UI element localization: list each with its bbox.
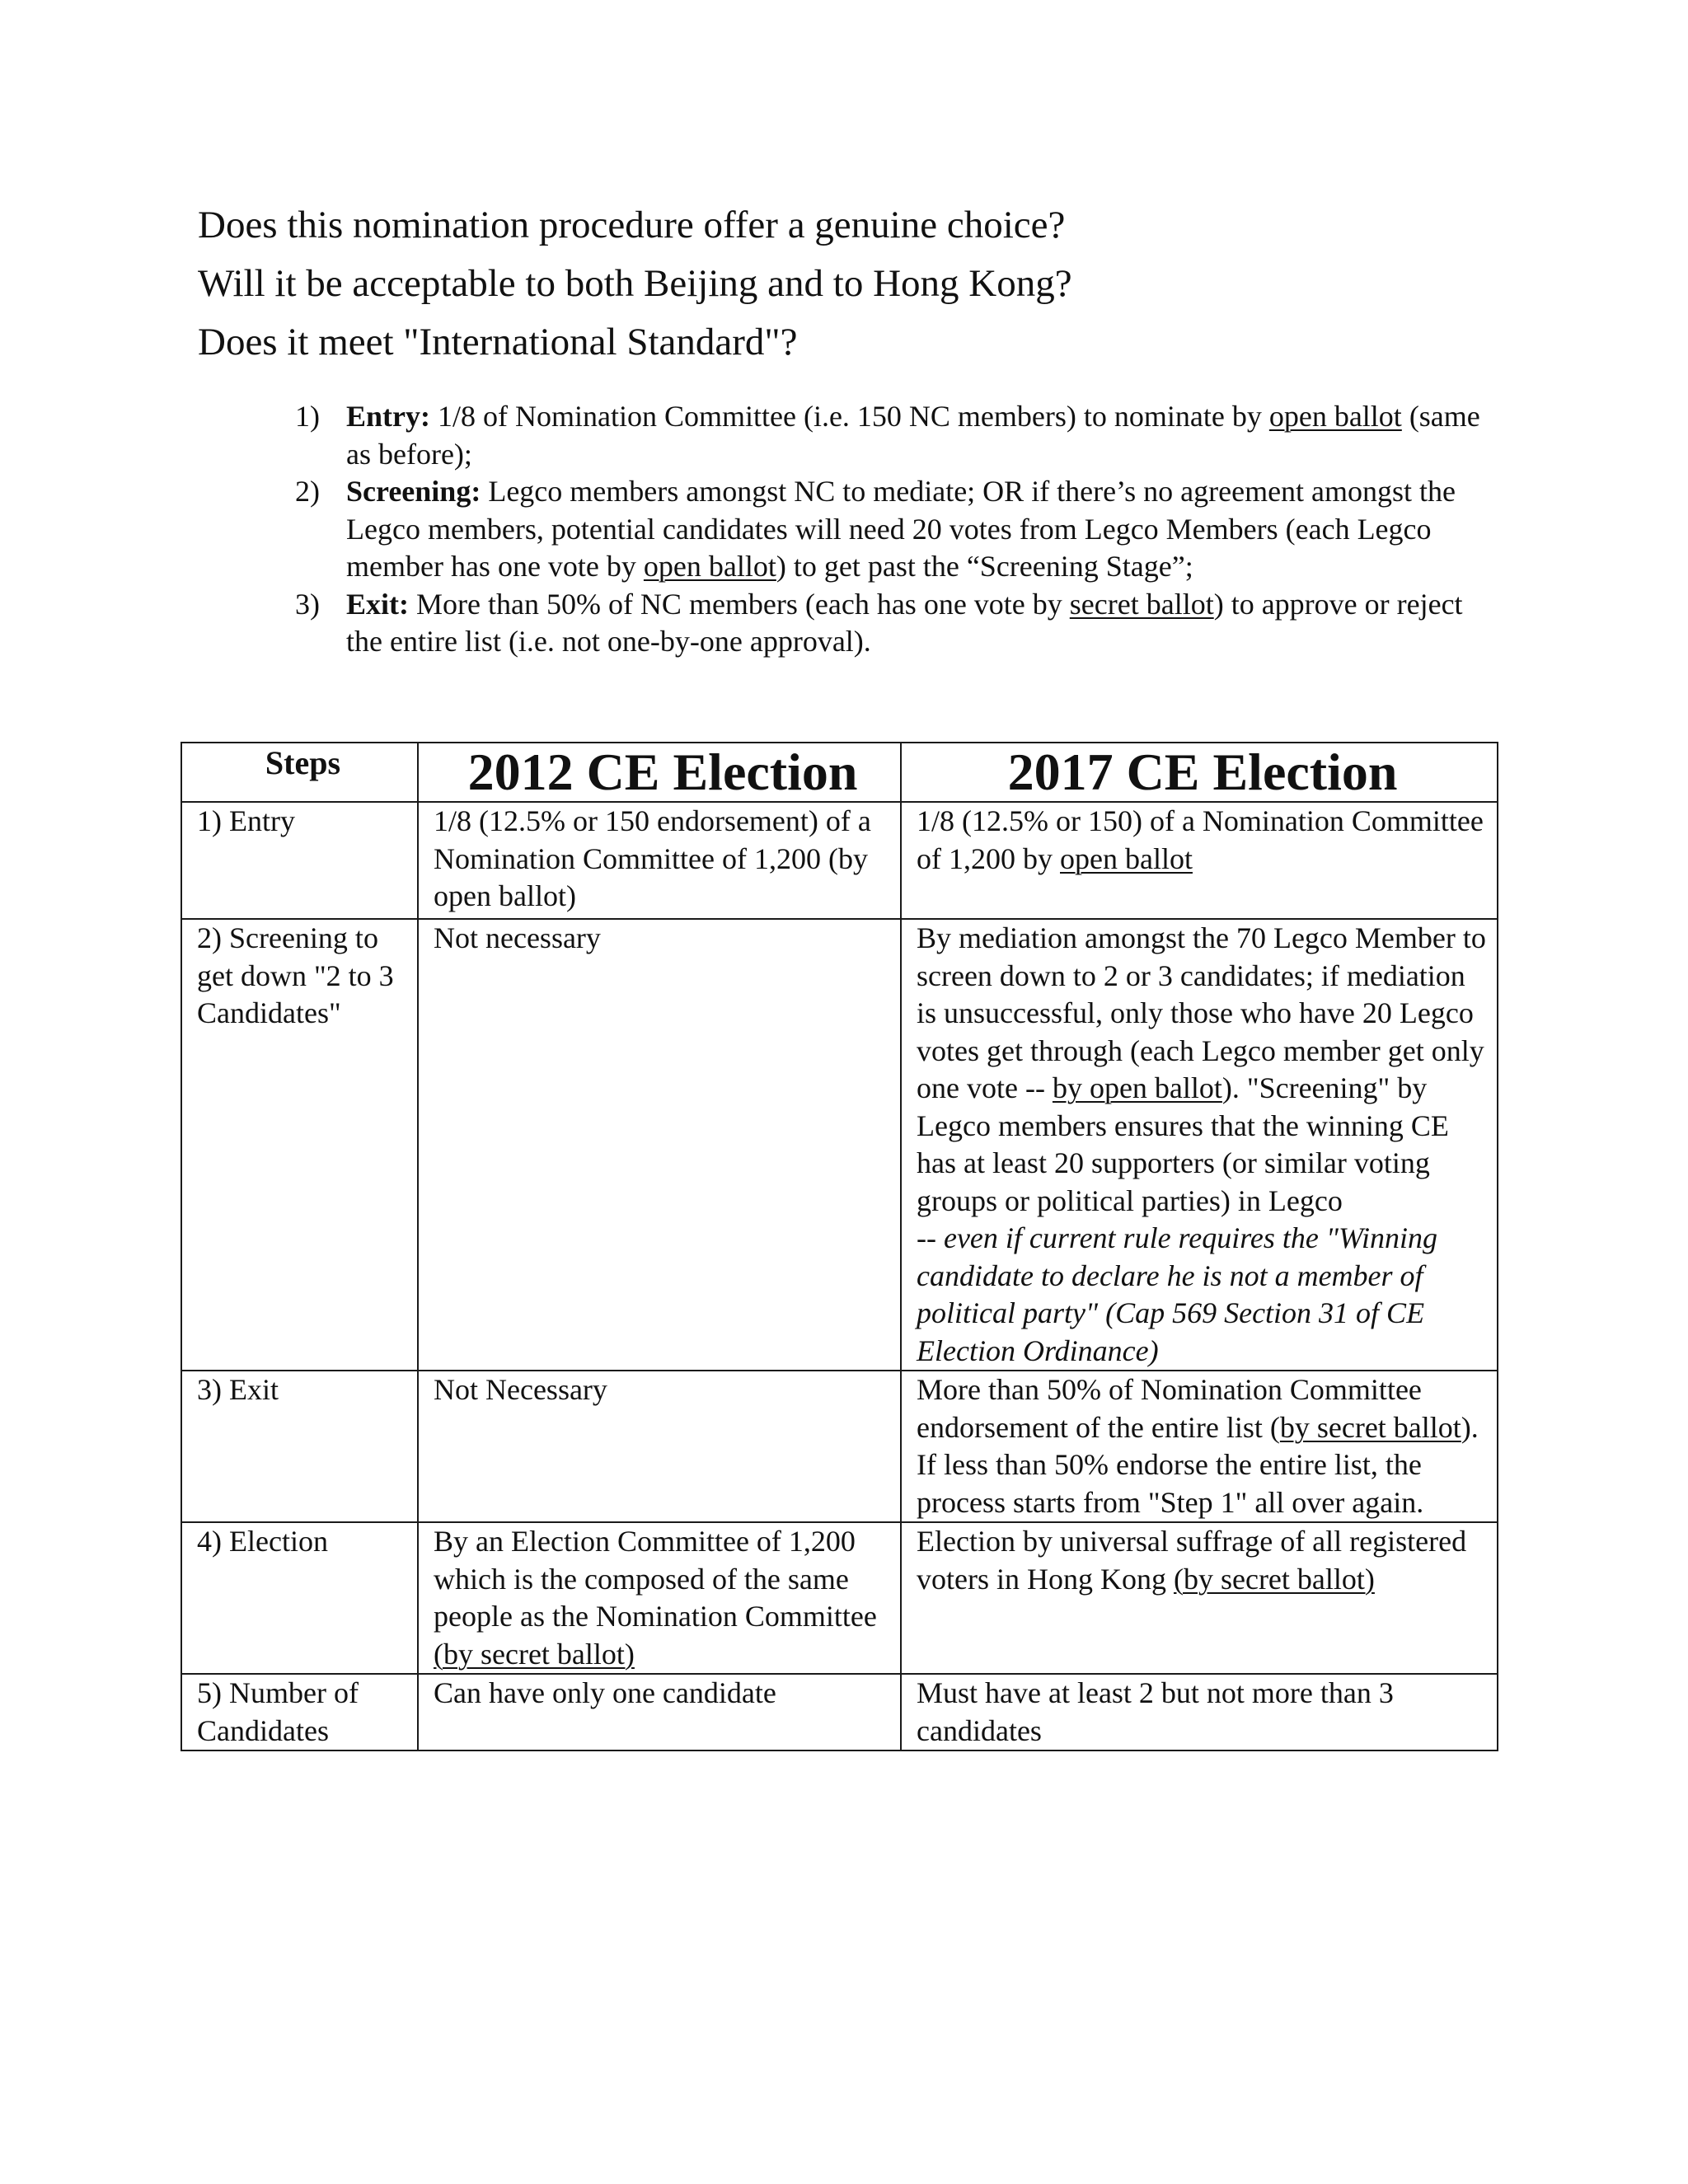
table-row-entry [181,802,1498,919]
cell-underlined: by open ballot [1052,1071,1222,1104]
cell-text: More than 50% of Nomination Committee endorsement of the entire list ( [917,1373,1422,1444]
item-tail: ) to approve or reject the entire list (i.e. not one-by-one approval). [346,587,1463,658]
table-row-election [181,1522,1498,1674]
question-line: Does it meet "International Standard"? [198,321,798,363]
step-cell: 1) Entry [181,802,418,919]
item-underlined: secret ballot [1069,587,1214,621]
cell-underlined: by secret ballot [1279,1410,1461,1444]
question-line: Does this nomination procedure offer a genuine choice? [198,204,1066,246]
cell-2017 [901,1522,1498,1674]
cell-text: Election by universal suffrage of all registered voters in Hong Kong [917,1525,1467,1596]
cell-underlined: (by secret ballot) [434,1637,635,1671]
item-text: 1/8 of Nomination Committee (i.e. 150 NC members) to nominate by [430,400,1269,433]
cell-text: 1/8 (12.5% or 150) of a Nomination Committee of 1,200 by [917,804,1484,875]
item-underlined: open ballot [643,550,776,583]
cell-2017 [901,1371,1498,1522]
cell-2017: Must have at least 2 but not more than 3 candidates [901,1674,1498,1750]
cell-2012: Not Necessary [418,1371,901,1522]
cell-2012 [418,1522,901,1674]
cell-underlined: open ballot [1060,841,1193,875]
item-tail: (same as before); [346,400,1480,471]
item-label: Entry: [346,400,430,433]
question-line: Will it be acceptable to both Beijing and to Hong Kong? [198,262,1072,305]
procedure-item-screening [295,473,1482,586]
header-2012: 2012 CE Election [418,743,901,802]
cell-italic-note: -- even if current rule requires the "Winning candidate to declare he is not a member of political party" (Cap 569 Section 31 of CE Election Ordinance) [917,1221,1437,1367]
cell-underlined: (by secret ballot) [1173,1562,1375,1596]
header-steps: Steps [181,743,418,802]
table-header-row [181,743,1498,802]
questions-block [198,196,1517,372]
step-cell: 3) Exit [181,1371,418,1522]
item-number: 3) [295,587,320,621]
cell-2017 [901,802,1498,919]
procedure-item-exit [295,586,1482,661]
cell-text: ). "Screening" by Legco members ensures that the winning CE has at least 20 supporters (or similar voting groups or political parties) in Legco [917,1071,1449,1217]
item-text: Legco members amongst NC to mediate; OR if there’s no agreement amongst the Legco members, potential candidates will need 20 votes from Legco Members (each Legco member has one vote by [346,475,1456,583]
item-number: 1) [295,400,320,433]
step-cell: 4) Election [181,1522,418,1674]
item-label: Screening: [346,475,481,508]
item-underlined: open ballot [1268,400,1402,433]
cell-2012: 1/8 (12.5% or 150 endorsement) of a Nomination Committee of 1,200 (by open ballot) [418,802,901,919]
cell-text: By an Election Committee of 1,200 which is the composed of the same people as the Nomination Committee [434,1525,877,1633]
cell-2017 [901,919,1498,1371]
step-cell: 2) Screening to get down "2 to 3 Candidates" [181,919,418,1371]
cell-2012: Not necessary [418,919,901,1371]
cell-text: By mediation amongst the 70 Legco Member to screen down to 2 or 3 candidates; if mediation is unsuccessful, only those who have 20 Legco votes get through (each Legco member get only one vote -- [917,921,1486,1104]
table-row-number [181,1674,1498,1750]
procedure-item-entry [295,398,1482,473]
item-text: More than 50% of NC members (each has one vote by [409,587,1070,621]
procedure-list [295,398,1482,661]
cell-text: ). If less than 50% endorse the entire list, the process starts from "Step 1" all over again. [917,1410,1479,1519]
cell-2012: Can have only one candidate [418,1674,901,1750]
table-row-exit [181,1371,1498,1522]
item-label: Exit: [346,587,409,621]
header-2017: 2017 CE Election [901,743,1498,802]
table-row-screening [181,919,1498,1371]
item-number: 2) [295,475,320,508]
item-tail: ) to get past the “Screening Stage”; [776,550,1193,583]
step-cell: 5) Number of Candidates [181,1674,418,1750]
comparison-table [181,742,1498,1751]
